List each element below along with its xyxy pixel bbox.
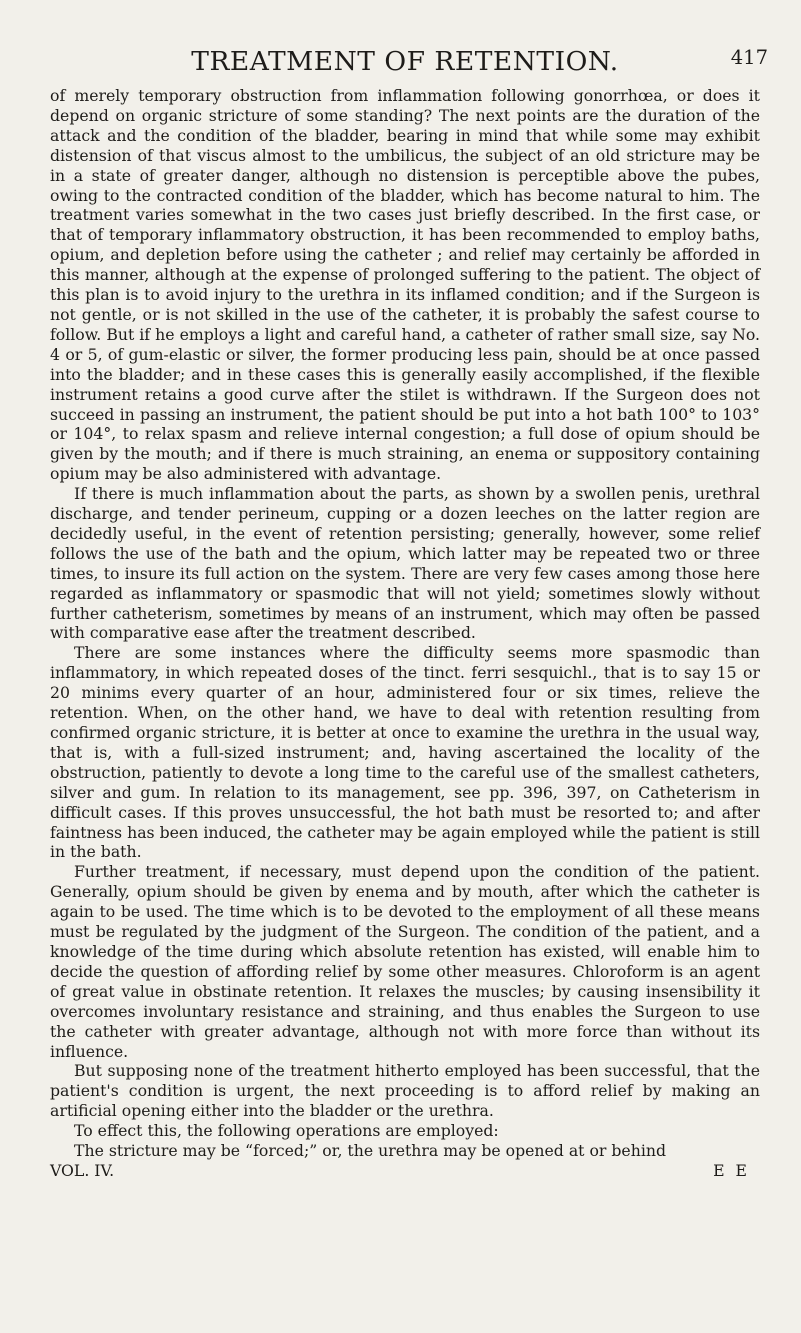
page-number: 417 <box>730 46 768 69</box>
body-text <box>50 86 760 1161</box>
page-header <box>50 30 768 77</box>
signature-mark: E E <box>713 1160 750 1180</box>
paragraph: of merely temporary obstruction from inflammation following gonorrhœa, or does it depend on organic stricture of some standing? The next points are the duration of the attack and the condition of the bladder, bearing in mind that while some may exhibit distension of that viscus almost to the umbilicus, the subject of an old stricture may be in a state of greater danger, although no distension is perceptible above the pubes, owing to the contracted condition of the bladder, which has become natural to him. The treatment varies somewhat in the two cases just briefly described. In the first case, or that of temporary inflammatory obstruction, it has been recommended to employ baths, opium, and depletion before using the catheter ; and relief may certainly be afforded in this manner, although at the expense of prolonged suffering to the patient. The object of this plan is to avoid injury to the urethra in its inflamed condition; and if the Surgeon is not gentle, or is not skilled in the use of the catheter, it is probably the safest course to follow. But if he employs a light and careful hand, a catheter of rather small size, say No. 4 or 5, of gum-elastic or silver, the former producing less pain, should be at once passed into the bladder; and in these cases this is generally easily accomplished, if the flexible instrument retains a good curve after the stilet is withdrawn. If the Surgeon does not succeed in passing an instrument, the patient should be put into a hot bath 100° to 103° or 104°, to relax spasm and relieve internal congestion; a full dose of opium should be given by the mouth; and if there is much straining, an enema or suppository containing opium may be also administered with advantage. <box>50 86 760 484</box>
paragraph: But supposing none of the treatment hitherto employed has been successful, that the patient's condition is urgent, the next proceeding is to afford relief by making an artificial opening either into the bladder or the urethra. <box>50 1061 760 1121</box>
volume-label: VOL. IV. <box>50 1160 115 1180</box>
paragraph: To effect this, the following operations are employed: <box>74 1121 499 1141</box>
paragraph: If there is much inflammation about the parts, as shown by a swollen penis, urethral discharge, and tender perineum, cupping or a dozen leeches on the latter region are decidedly useful, in the event of retention persisting; generally, however, some relief follows the use of the bath and the opium, which latter may be repeated two or three times, to insure its full action on the system. There are very few cases among those here regarded as inflammatory or spasmodic that will not yield; sometimes slowly without further catheterism, sometimes by means of an instrument, which may often be passed with comparative ease after the treatment described. <box>50 484 760 643</box>
book-page <box>50 30 768 1325</box>
running-title: TREATMENT OF RETENTION. <box>191 46 619 77</box>
paragraph: There are some instances where the difficulty seems more spasmodic than inflammatory, in which repeated doses of the tinct. ferri sesquichl., that is to say 15 or 20 minims every quarter of an hour, administered four or six times, relieve the retention. When, on the other hand, we have to deal with retention resulting from confirmed organic stricture, it is better at once to examine the urethra in the usual way, that is, with a full-sized instrument; and, having ascertained the locality of the obstruction, patiently to devote a long time to the careful use of the smallest catheters, silver and gum. In relation to its management, see pp. 396, 397, on Catheterism in difficult cases. If this proves unsuccessful, the hot bath must be resorted to; and after faintness has been induced, the catheter may be again employed while the patient is still in the bath. <box>50 643 760 862</box>
paragraph: Further treatment, if necessary, must depend upon the condition of the patient. Generally, opium should be given by enema and by mouth, after which the catheter is again to be used. The time which is to be devoted to the employment of all these means must be regulated by the judgment of the Surgeon. The condition of the patient, and a knowledge of the time during which absolute retention has existed, will enable him to decide the question of affording relief by some other measures. Chloroform is an agent of great value in obstinate retention. It relaxes the muscles; by causing insensibility it overcomes involuntary resistance and straining, and thus enables the Surgeon to use the catheter with greater advantage, although not with more force than without its influence. <box>50 862 760 1061</box>
page-footer <box>50 1161 760 1181</box>
paragraph: The stricture may be “forced;” or, the urethra may be opened at or behind <box>74 1141 666 1161</box>
